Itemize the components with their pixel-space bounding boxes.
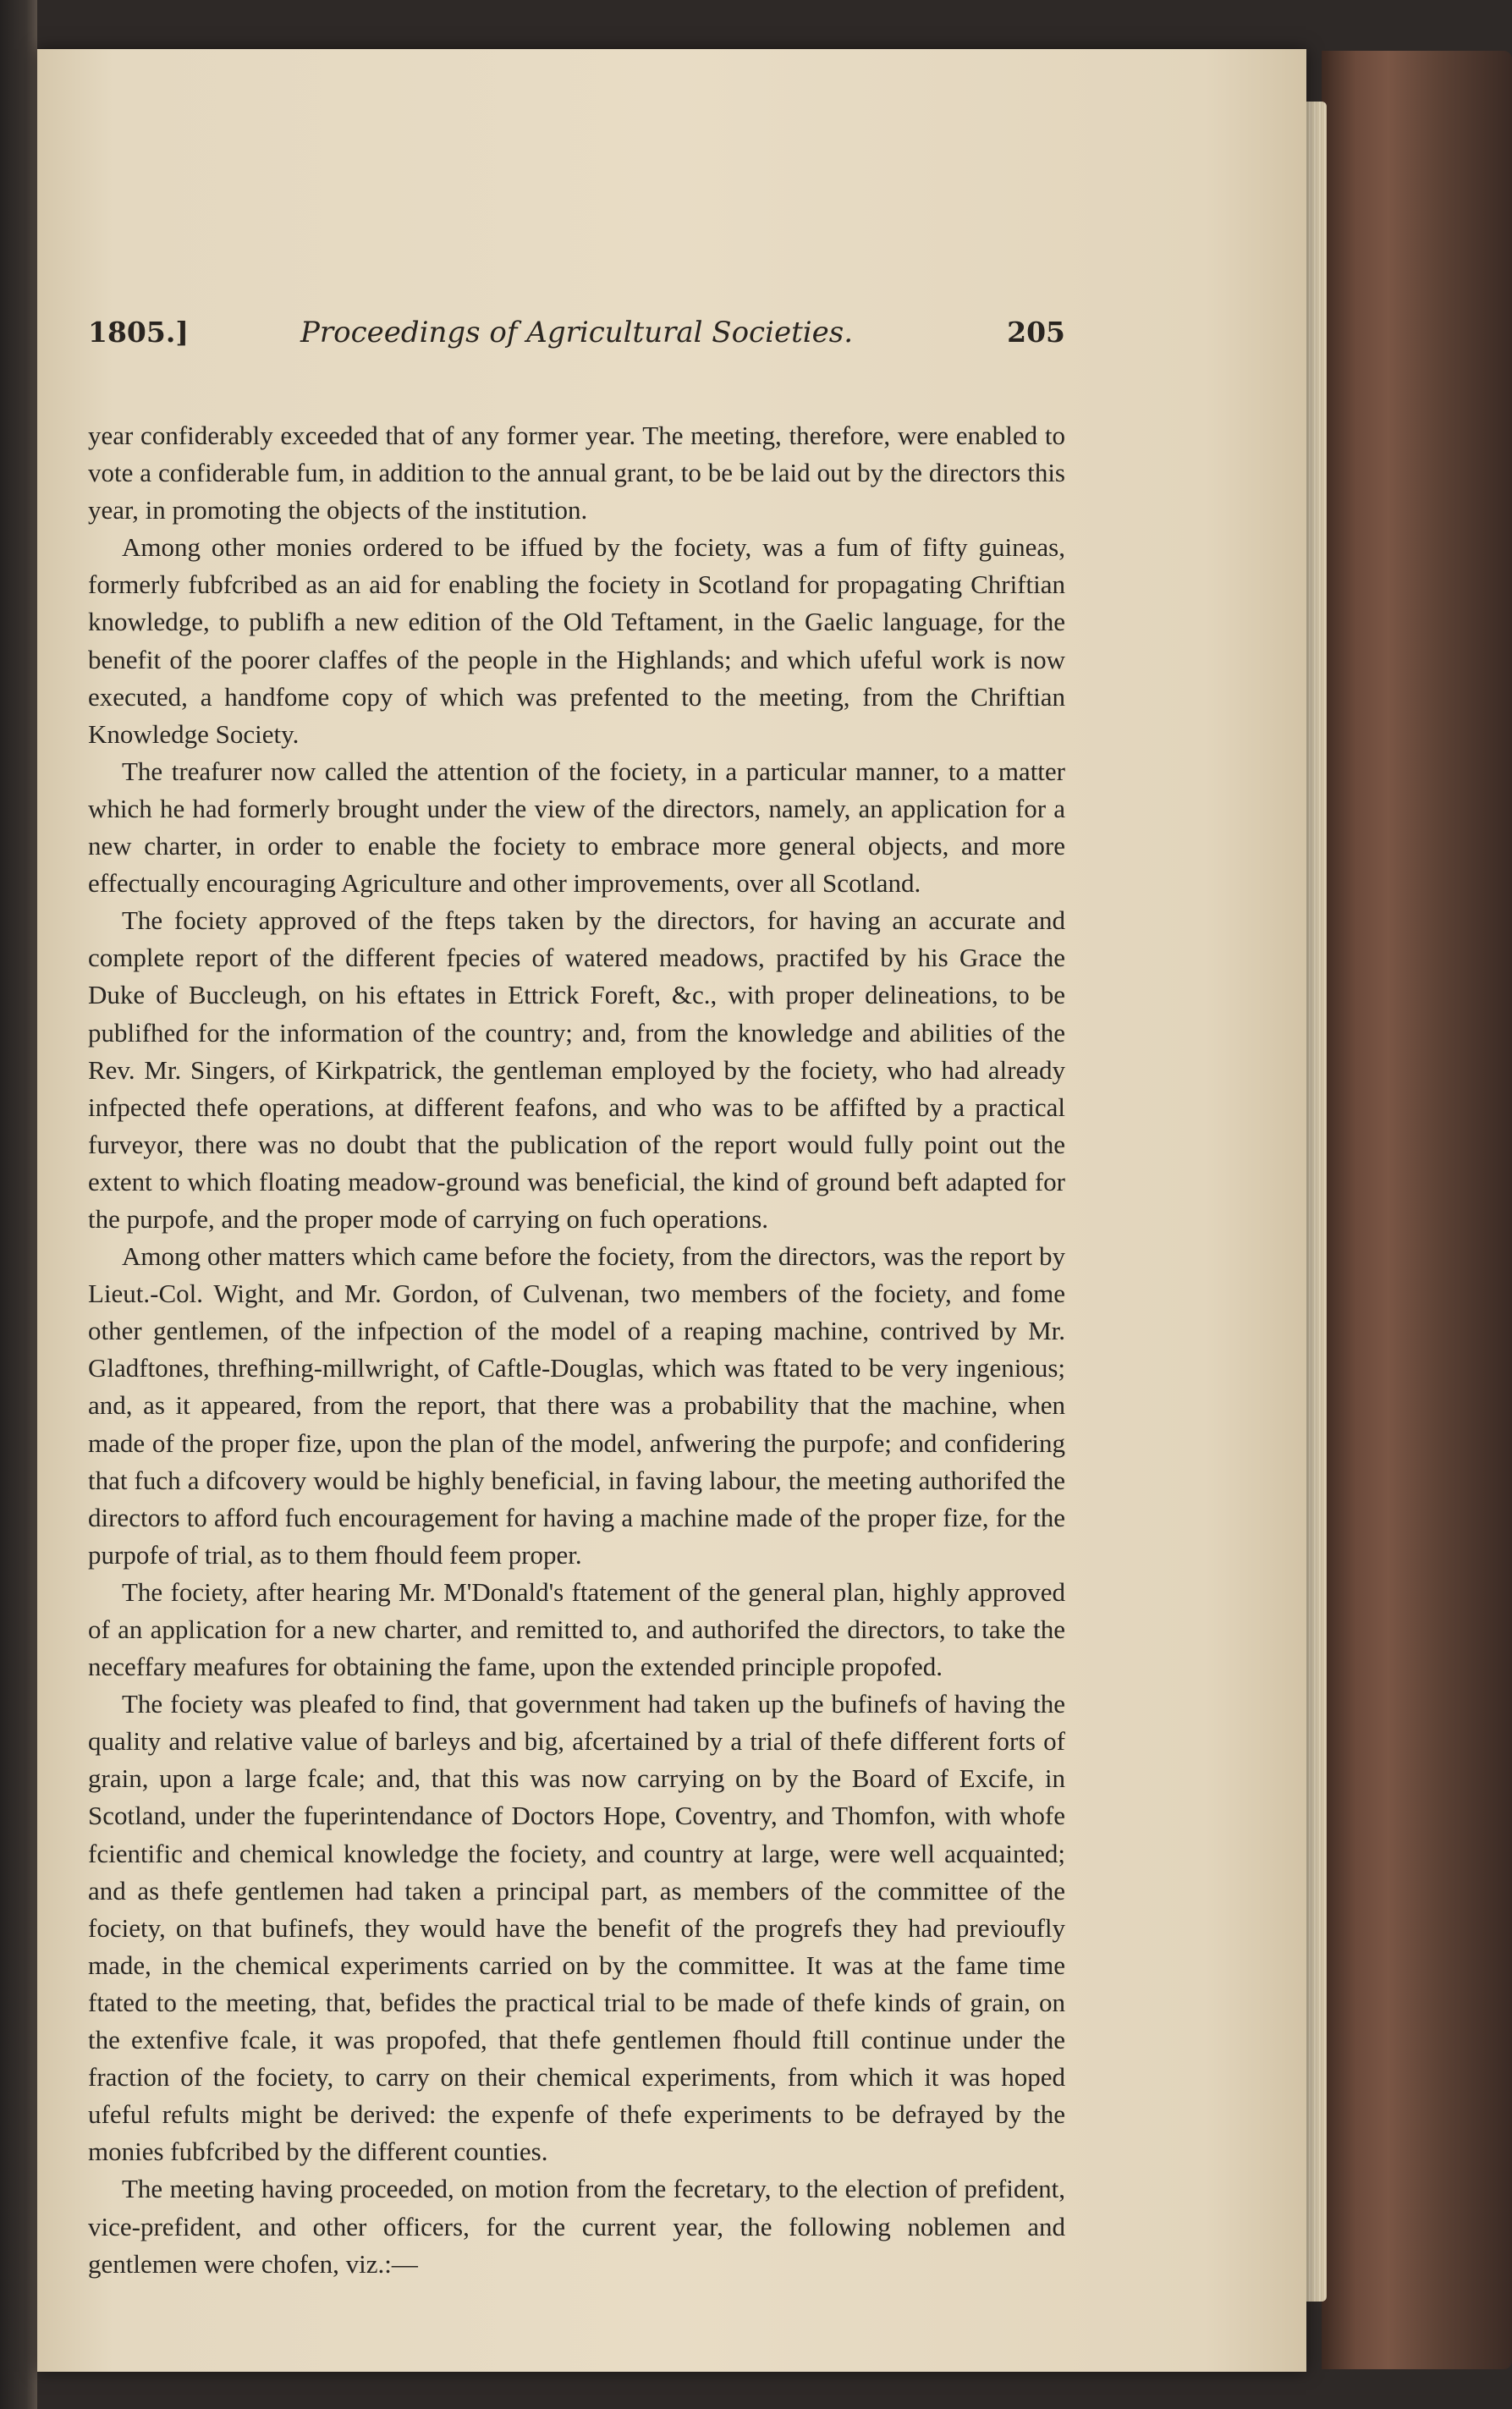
page-body [88, 417, 1065, 2283]
book-cover-edge [1322, 51, 1512, 2369]
page-number: 205 [1007, 316, 1065, 349]
paragraph-meadows: The fociety approved of the fteps taken by the directors, for having an accurate and complete report of the different fpecies of watered meadows, practifed by his Grace the Duke of Buccleugh, on his eftates in Ettrick Foreft, &c., with proper delineations, to be publifhed for the information of the country; and, from the knowledge and abilities of the Rev. Mr. Singers, of Kirkpatrick, the gentleman employed by the fociety, who had already infpected thefe operations, at different feafons, and who was to be affifted by a practical furveyor, there was no doubt that the publication of the report would fully point out the extent to which floating meadow-ground was beneficial, the kind of ground beft adapted for the purpofe, and the proper mode of carrying on fuch operations. [88, 905, 1065, 1234]
paragraph-treasurer: The treafurer now called the attention of the fociety, in a particular manner, to a matter which he had formerly brought under the view of the directors, namely, an application for a new charter, in order to enable the fociety to embrace more general objects, and more effectually encouraging Agriculture and other improvements, over all Scotland. [88, 756, 1065, 899]
book-page [37, 49, 1306, 2372]
paragraph-continued: year confiderably exceeded that of any former year. The meeting, therefore, were enabled to vote a confiderable fum, in addition to the annual grant, to be be laid out by the directors this year, in promoting the objects of the institution. [88, 421, 1065, 525]
header-title: Proceedings of Agricultural Societies. [300, 316, 854, 349]
header-year: 1805.] [88, 316, 189, 349]
paragraph-election: The meeting having proceeded, on motion from the fecretary, to the election of prefident, vice-prefident, and other officers, for the current year, the following noblemen and gentlemen were chofen, viz.:— [88, 2174, 1065, 2279]
paragraph-charter: The fociety, after hearing Mr. M'Donald's ftatement of the general plan, highly approved of an application for a new charter, and remitted to, and authorifed the directors, to take the neceffary meafures for obtaining the fame, upon the extended principle propofed. [88, 1576, 1065, 1682]
running-header [88, 316, 1065, 366]
paragraph-barleys: The fociety was pleafed to find, that government had taken up the bufinefs of having the quality and relative value of barleys and big, afcertained by a trial of thefe different forts of grain, upon a large fcale; and, that this was now carrying on by the Board of Excife, in Scotland, under the fuperintendance of Doctors Hope, Coventry, and Thomfon, with whofe fcientific and chemical knowledge the fociety, and country at large, were well acquainted; and as thefe gentlemen had taken a principal part, as members of the committee of the fociety, on that bufinefs, they would have the benefit of the progrefs they had previoufly made, in the chemical experiments carried on by the committee. It was at the fame time ftated to the meeting, that, befides the practical trial to be made of thefe kinds of grain, on the extenfive fcale, it was propofed, that thefe gentlemen fhould ftill continue under the fraction of the fociety, to carry on their chemical experiments, from which it was hoped ufeful refults might be derived: the expenfe of thefe experiments to be defrayed by the monies fubfcribed by the different counties. [88, 1689, 1065, 2167]
paragraph-reaping-machine: Among other matters which came before the fociety, from the directors, was the report by Lieut.-Col. Wight, and Mr. Gordon, of Culvenan, two members of the fociety, and fome other gentlemen, of the infpection of the model of a reaping machine, contrived by Mr. Gladftones, threfhing-millwright, of Caftle-Douglas, which was ftated to be very ingenious; and, as it appeared, from the report, that there was a probability that the machine, when made of the proper fize, upon the plan of the model, anfwering the purpofe; and confidering that fuch a difcovery would be highly beneficial, in faving labour, the meeting authorifed the directors to afford fuch encouragement for having a machine made of the proper fize, for the purpofe of trial, as to them fhould feem proper. [88, 1241, 1065, 1570]
book-spine [0, 0, 37, 2409]
paragraph-monies: Among other monies ordered to be iffued by the fociety, was a fum of fifty guineas, formerly fubfcribed as an aid for enabling the fociety in Scotland for propagating Chriftian knowledge, to publifh a new edition of the Old Teftament, in the Gaelic language, for the benefit of the poorer claffes of the people in the Highlands; and which ufeful work is now executed, a handfome copy of which was prefented to the meeting, from the Chriftian Knowledge Society. [88, 532, 1065, 749]
